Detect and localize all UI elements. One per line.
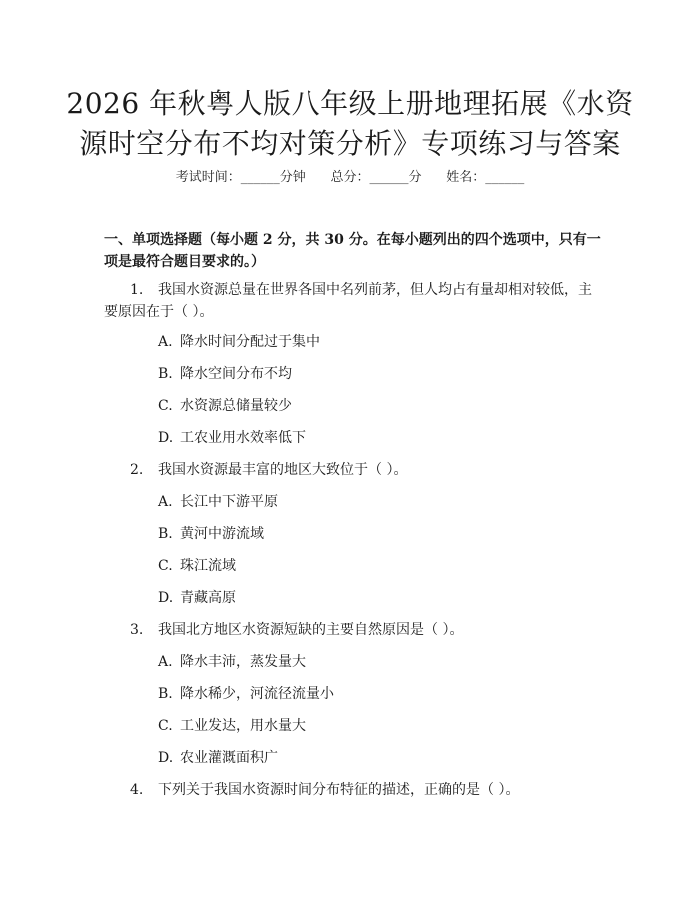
option-letter: B. [158, 366, 173, 382]
section-heading: 一、单项选择题（每小题 2 分，共 30 分。在每小题列出的四个选项中，只有一项是最符合题目要求的。） [104, 232, 601, 270]
option-text: 黄河中游流域 [180, 526, 264, 542]
question-3-option-c [158, 716, 306, 736]
option-letter: C. [158, 558, 173, 574]
option-letter: B. [158, 686, 173, 702]
question-2-option-b [158, 524, 264, 544]
question-3-stem [104, 619, 604, 641]
title-line-1: 2026 年秋粤人版八年级上册地理拓展《水资 [66, 87, 634, 120]
option-letter: D. [158, 590, 174, 606]
option-letter: D. [158, 430, 174, 446]
question-2-stem [104, 459, 604, 481]
option-text: 降水丰沛，蒸发量大 [180, 654, 306, 670]
option-text: 降水时间分配过于集中 [180, 334, 320, 350]
question-number: 2. [130, 462, 144, 478]
question-2-option-c [158, 556, 236, 576]
option-letter: A. [158, 334, 173, 350]
question-2-option-d [158, 588, 236, 608]
question-2-option-a [158, 492, 278, 512]
option-letter: A. [158, 494, 173, 510]
option-letter: A. [158, 654, 173, 670]
option-letter: B. [158, 526, 173, 542]
question-4-stem [104, 779, 604, 801]
question-number: 3. [130, 622, 144, 638]
question-3-option-a [158, 652, 306, 672]
option-text: 工业发达，用水量大 [180, 718, 306, 734]
question-1-option-d [158, 428, 306, 448]
option-letter: D. [158, 750, 174, 766]
question-number: 1. [130, 282, 144, 298]
page-title [60, 84, 640, 164]
question-text: 下列关于我国水资源时间分布特征的描述，正确的是（ ）。 [158, 782, 520, 798]
question-3-option-b [158, 684, 334, 704]
option-text: 珠江流域 [180, 558, 236, 574]
option-text: 水资源总储量较少 [180, 398, 292, 414]
option-letter: C. [158, 398, 173, 414]
option-text: 工农业用水效率低下 [180, 430, 306, 446]
question-3-option-d [158, 748, 278, 768]
question-1-stem [104, 279, 604, 323]
question-text: 我国北方地区水资源短缺的主要自然原因是（ ）。 [158, 622, 464, 638]
option-letter: C. [158, 718, 173, 734]
question-1-option-c [158, 396, 292, 416]
option-text: 长江中下游平原 [180, 494, 278, 510]
question-1-option-a [158, 332, 320, 352]
title-line-2: 源时空分布不均对策分析》专项练习与答案 [79, 127, 621, 160]
exam-meta-line: 考试时间：______分钟 总分：______分 姓名：______ [175, 170, 525, 185]
option-text: 降水稀少，河流径流量小 [180, 686, 334, 702]
question-text: 我国水资源最丰富的地区大致位于（ ）。 [158, 462, 408, 478]
option-text: 青藏高原 [180, 590, 236, 606]
question-number: 4. [130, 782, 144, 798]
question-text: 我国水资源总量在世界各国中名列前茅，但人均占有量却相对较低，主要原因在于（ ）。 [104, 282, 592, 320]
option-text: 农业灌溉面积广 [180, 750, 278, 766]
question-1-option-b [158, 364, 292, 384]
option-text: 降水空间分布不均 [180, 366, 292, 382]
